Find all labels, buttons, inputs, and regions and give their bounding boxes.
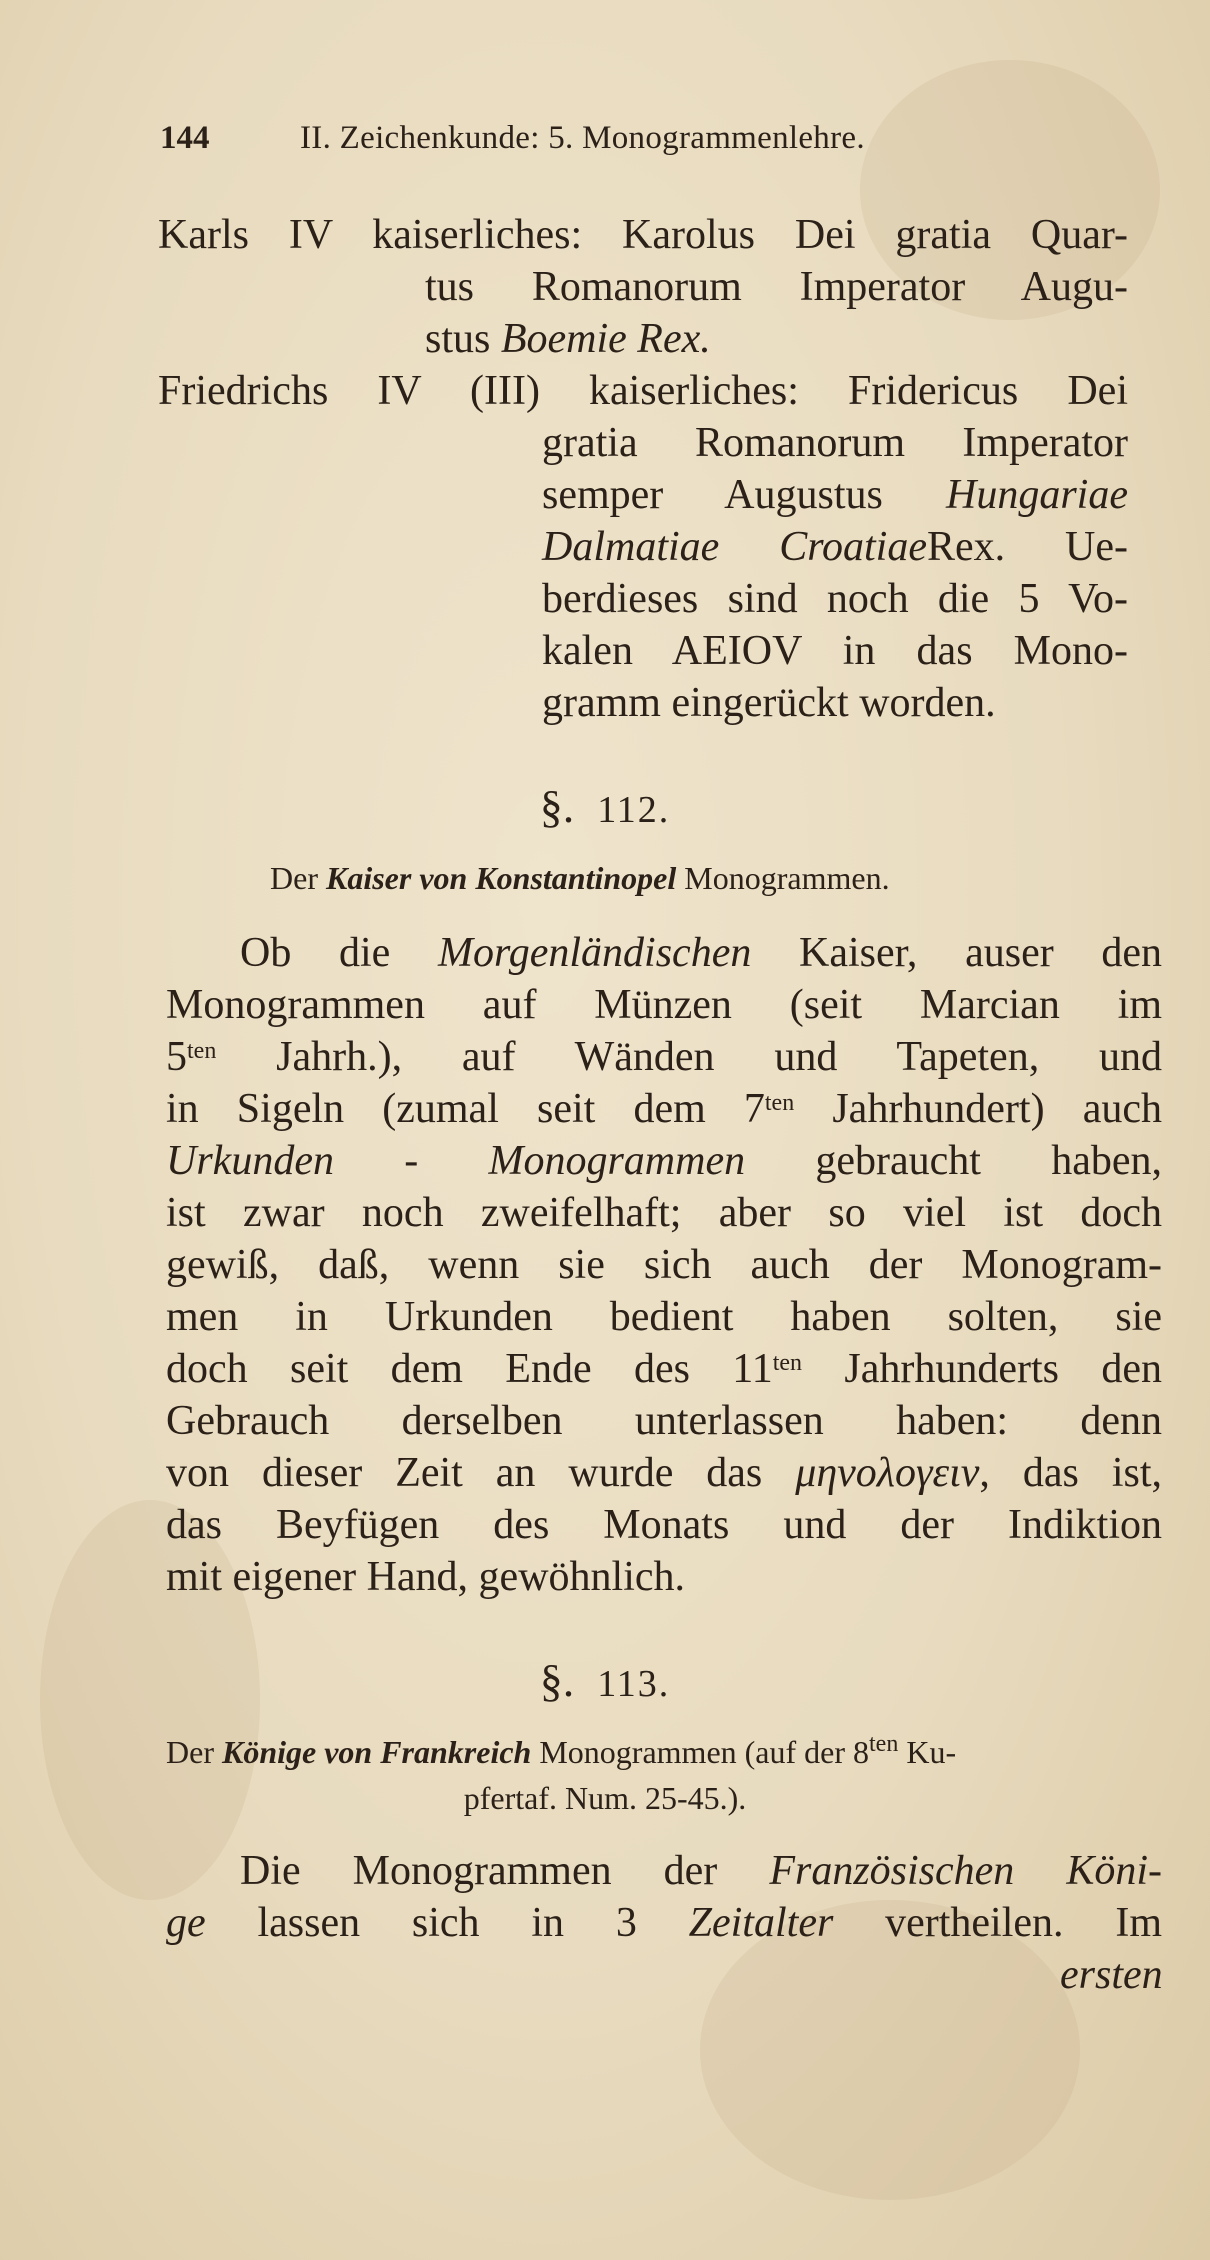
section-subtitle: Der Könige von Frankreich Monogrammen (auf der $8^{ten}$ Ku- <box>166 1731 957 1770</box>
text-line: berdieses sind noch die 5 Vo- <box>542 576 1128 622</box>
text-line: tus Romanorum Imperator Augu- <box>425 264 1128 310</box>
page-number: 144 <box>160 120 210 156</box>
text-line: Die Monogrammen der Französischen Köni- <box>240 1848 1162 1894</box>
section-heading: §. 112. <box>539 781 671 832</box>
text-line: stus Boemie Rex. <box>425 316 711 362</box>
text-line: $5^{ten}$ Jahrh.), auf Wänden und Tapeten, und <box>166 1034 1162 1080</box>
section-subtitle: Der Kaiser von Konstantinopel Monogrammen. <box>270 860 890 896</box>
text-line: Dalmatiae CroatiaeRex. Ue- <box>542 524 1128 570</box>
text-line: Urkunden - Monogrammen gebraucht haben, <box>166 1138 1162 1184</box>
text-line: Ob die Morgenländischen Kaiser, auser den <box>240 930 1162 976</box>
section-heading: §. 113. <box>539 1655 671 1706</box>
catchword: ersten <box>1060 1952 1163 1998</box>
text-line: mit eigener Hand, gewöhnlich. <box>166 1554 686 1600</box>
text-line: doch seit dem Ende des $11^{ten}$ Jahrhunderts den <box>166 1346 1162 1392</box>
text-line: von dieser Zeit an wurde das μηνολογειν, das ist, <box>166 1450 1163 1496</box>
text-line: Gebrauch derselben unterlassen haben: denn <box>166 1398 1162 1444</box>
text-line: Karls IV kaiserliches: Karolus Dei gratia Quar- <box>158 212 1128 258</box>
text-line: ge lassen sich in 3 Zeitalter vertheilen. Im <box>166 1900 1162 1946</box>
text-line: men in Urkunden bedient haben solten, sie <box>166 1294 1162 1340</box>
text-line: semper Augustus Hungariae <box>542 472 1128 518</box>
text-line: das Beyfügen des Monats und der Indiktion <box>166 1502 1162 1548</box>
running-header <box>160 120 1060 170</box>
text-line: ist zwar noch zweifelhaft; aber so viel ist doch <box>166 1190 1162 1236</box>
text-line: gewiß, daß, wenn sie sich auch der Monogram- <box>166 1242 1162 1288</box>
running-title: II. Zeichenkunde: 5. Monogrammenlehre. <box>300 120 865 156</box>
text-line: Monogrammen auf Münzen (seit Marcian im <box>166 982 1162 1028</box>
text-line: in Sigeln (zumal seit dem $7^{ten}$ Jahrhundert) auch <box>166 1086 1162 1132</box>
text-line: gramm eingerückt worden. <box>542 680 996 726</box>
section-subtitle-cont: pfertaf. Num. 25-45.). <box>463 1780 747 1816</box>
text-line: kalen AEIOV in das Mono- <box>542 628 1128 674</box>
text-line: Friedrichs IV (III) kaiserliches: Fridericus Dei <box>158 368 1128 414</box>
text-line: gratia Romanorum Imperator <box>542 420 1128 466</box>
